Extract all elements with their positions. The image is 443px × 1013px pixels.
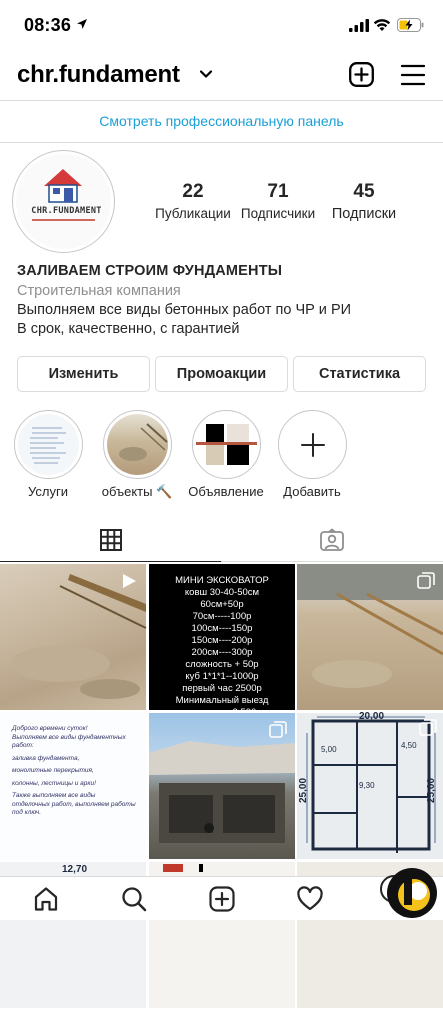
account-switcher[interactable]: chr.fundament	[17, 61, 180, 88]
followers-count-value: 71	[267, 181, 289, 202]
posts-count-value: 22	[182, 181, 204, 202]
video-icon	[120, 572, 138, 590]
highlight-label: Добавить	[283, 484, 341, 499]
following-count[interactable]	[323, 180, 405, 224]
post-text-line: 70см-----100р	[192, 611, 252, 622]
text-document-thumbnail	[18, 414, 79, 475]
post-thumbnail[interactable]	[297, 564, 443, 710]
post-text-line: работ:	[12, 742, 34, 749]
post-text-line: первый час 2500р	[182, 683, 262, 694]
highlight-cover	[18, 414, 79, 475]
post-text-line: ковш 30-40-50см	[184, 587, 260, 598]
profile-avatar-icon[interactable]	[378, 865, 438, 925]
profile-tabs	[0, 518, 443, 562]
status-time: 08:36	[24, 15, 72, 35]
followers-count-label: Подписчики	[240, 206, 316, 221]
post-thumbnail[interactable]	[0, 713, 146, 859]
plan-dimension-right: 25,00	[426, 777, 438, 804]
post-text-line: 200см----300р	[191, 647, 253, 658]
profile-bio	[17, 262, 437, 339]
battery-charging-icon	[397, 18, 424, 32]
plan-dimension-top: 20,00	[359, 711, 385, 722]
post-thumbnail[interactable]	[149, 713, 295, 859]
post-text-line: Доброго времени суток!	[12, 725, 88, 732]
post-text-line: МИНИ ЭКСКОВАТОР	[175, 575, 269, 586]
following-count-value: 45	[353, 181, 375, 202]
location-arrow-icon	[76, 18, 88, 30]
activity-heart-icon[interactable]	[297, 886, 323, 912]
new-post-icon[interactable]	[349, 62, 374, 87]
bio-line: В срок, качественно, с гарантией	[17, 321, 240, 337]
highlight-ring	[192, 410, 261, 479]
home-icon[interactable]	[33, 886, 59, 912]
post-text-line: куб 1*1*1--1000р	[185, 671, 259, 682]
post-text-block	[0, 713, 146, 818]
posts-count-label: Публикации	[155, 206, 231, 221]
post-text-line: Минимальный выезд	[175, 695, 269, 706]
profile-header	[0, 52, 443, 98]
highlight-ring	[14, 410, 83, 479]
highlight-label: Объявление	[188, 484, 264, 499]
post-thumbnail[interactable]	[297, 713, 443, 859]
profile-name: ЗАЛИВАЕМ СТРОИМ ФУНДАМЕНТЫ	[17, 263, 283, 279]
carousel-icon	[269, 721, 287, 739]
avatar[interactable]	[12, 150, 115, 253]
avatar-logo	[16, 154, 111, 249]
post-text-line: колонны, лестницы и арки!	[12, 779, 96, 787]
pro-panel-divider	[0, 142, 443, 143]
status-bar	[0, 0, 443, 52]
logo-text: CHR.FUNDAMENT	[31, 206, 102, 216]
promotions-button[interactable]: Промоакции	[155, 356, 288, 392]
plan-room-dimension: 4,50	[401, 741, 417, 750]
bio-line: Выполняем все виды бетонных работ по ЧР и РИ	[17, 302, 352, 318]
highlight-label: Услуги	[28, 484, 68, 499]
add-highlight-icon	[300, 432, 326, 458]
edit-profile-button[interactable]: Изменить	[17, 356, 150, 392]
post-thumbnail[interactable]	[149, 564, 295, 710]
plan-room-dimension: 5,00	[321, 745, 337, 754]
highlight-cover	[107, 414, 168, 475]
post-text-line: заливка фундамента,	[12, 754, 80, 762]
collage-thumbnail	[196, 414, 257, 475]
professional-dashboard-link[interactable]: Смотреть профессиональную панель	[99, 113, 344, 129]
highlight-label: объекты 🔨	[101, 484, 173, 499]
search-icon[interactable]	[121, 886, 147, 912]
plan-dimension-top: 12,70	[62, 864, 88, 875]
followers-count[interactable]	[238, 180, 318, 224]
logo-underline	[16, 154, 111, 249]
post-text-line: под ключ.	[12, 809, 42, 816]
tagged-person-icon	[320, 529, 344, 551]
insights-button[interactable]: Статистика	[293, 356, 426, 392]
bottom-nav	[0, 876, 443, 920]
following-count-label: Подписки	[331, 206, 397, 222]
post-text-line: 60см+50р	[200, 599, 244, 610]
chevron-down-icon[interactable]	[200, 70, 212, 79]
post-text-line: монолитные перекрытия,	[12, 767, 94, 774]
highlight-ring	[278, 410, 347, 479]
menu-icon[interactable]	[401, 64, 425, 86]
posts-count[interactable]	[151, 180, 235, 224]
post-text-line: Выполняем все виды фундаментных	[12, 733, 126, 741]
tab-tagged[interactable]	[221, 518, 443, 562]
carousel-icon	[417, 572, 435, 590]
plan-room-dimension: 9,30	[359, 781, 375, 790]
post-thumbnail[interactable]	[0, 564, 146, 710]
grid-icon	[100, 529, 122, 551]
post-text-line: сложность + 50р	[185, 659, 259, 670]
highlight-cover	[196, 414, 257, 475]
wifi-icon	[373, 18, 391, 32]
post-text-line: 100см----150р	[191, 623, 253, 634]
highlight-ring	[103, 410, 172, 479]
create-post-icon[interactable]	[209, 886, 235, 912]
post-text-line: отделочных работ, выполняем работы	[12, 800, 136, 808]
construction-site-thumbnail	[107, 414, 168, 475]
post-text-line: Также выполняем все виды	[12, 792, 96, 799]
cellular-signal-icon	[349, 19, 369, 32]
profile-category: Строительная компания	[17, 283, 181, 299]
plan-dimension-left: 25,00	[298, 777, 310, 804]
post-text-line: 150см----200р	[191, 635, 253, 646]
carousel-icon	[419, 719, 437, 737]
tab-grid[interactable]	[0, 518, 221, 562]
